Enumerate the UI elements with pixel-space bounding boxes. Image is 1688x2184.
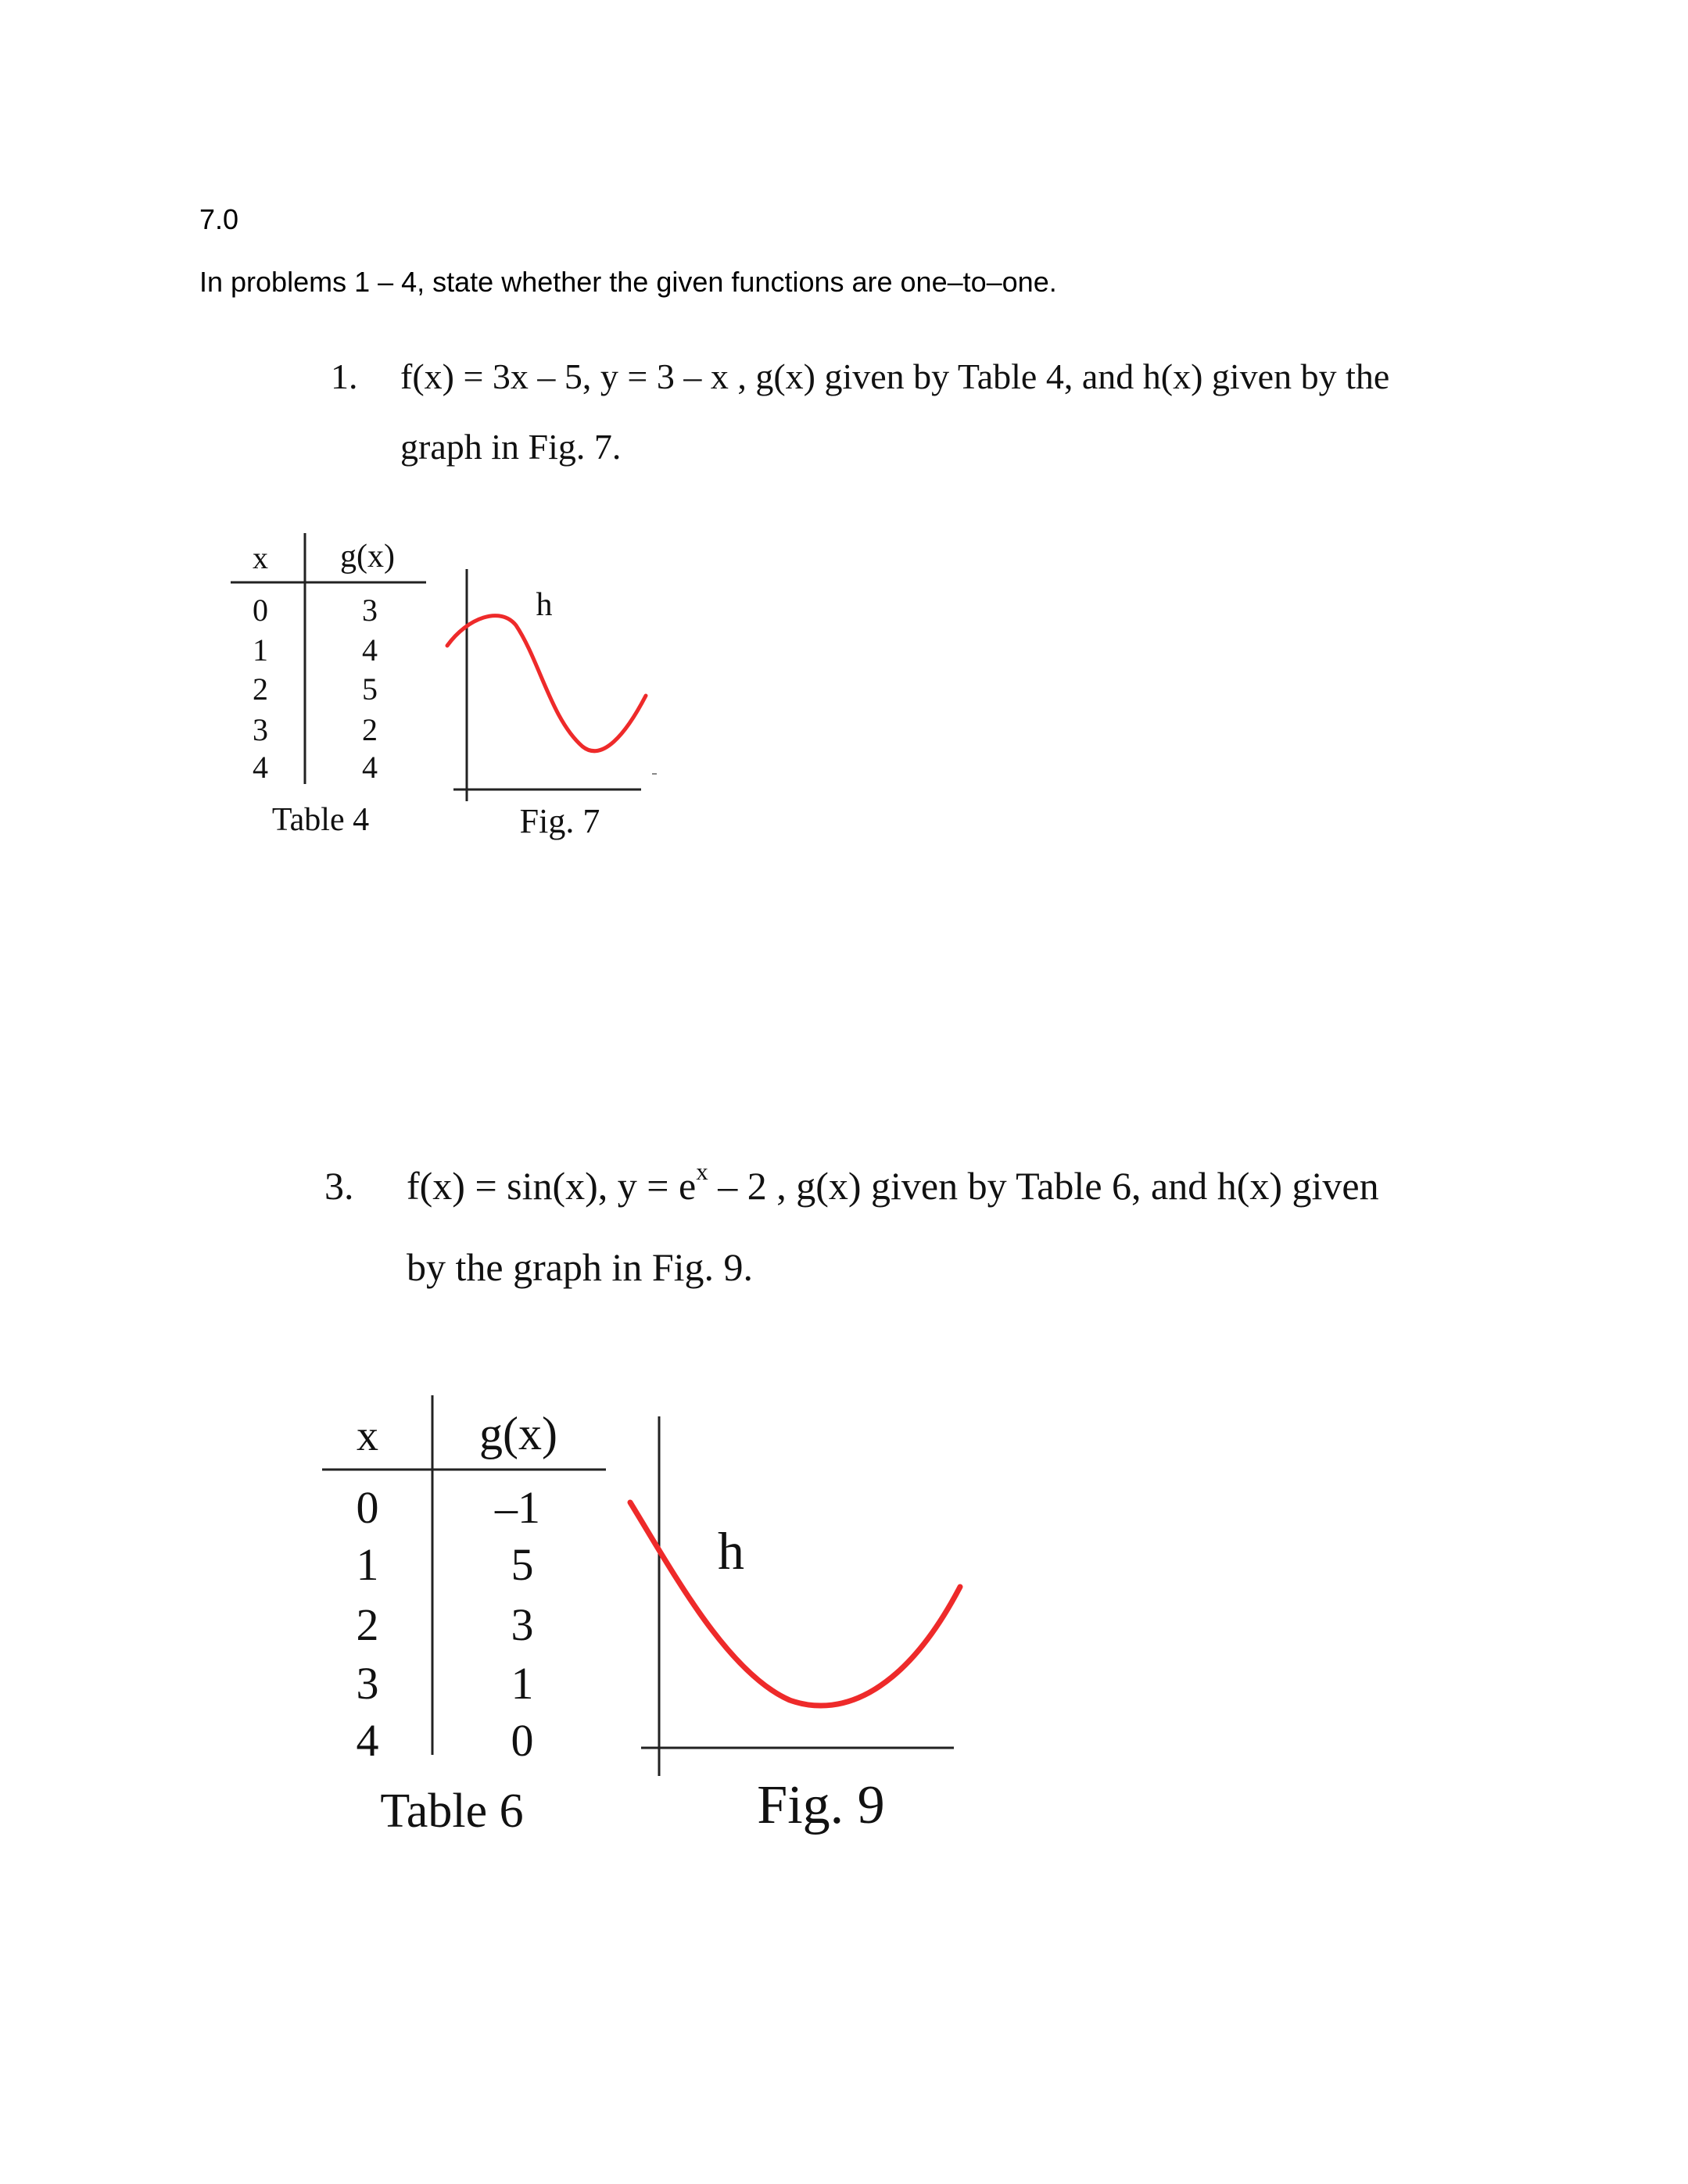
- table-6-x-cell: 1: [356, 1539, 379, 1590]
- figure-7-caption: Fig. 7: [519, 802, 600, 840]
- table-4-x-cell: 4: [253, 750, 268, 785]
- problem-3-statement-post: – 2 , g(x) given by Table 6, and h(x) given: [708, 1164, 1379, 1208]
- figure-7-label-h: h: [536, 587, 553, 623]
- table-6-x-cell: 4: [356, 1715, 379, 1766]
- table-4-g-cell: 3: [362, 593, 378, 628]
- table-4-g-cell: 4: [362, 750, 378, 785]
- table-4-g-cell: 4: [362, 632, 378, 668]
- figure-9-label-h: h: [718, 1521, 744, 1581]
- table-6-x-cell: 2: [356, 1599, 379, 1650]
- problem-1-statement-cont: graph in Fig. 7.: [400, 427, 622, 467]
- table-6-g-cell: 3: [511, 1599, 534, 1650]
- problem-3-statement-pre: f(x) = sin(x), y = e: [407, 1164, 697, 1208]
- problem-3-statement-cont: by the graph in Fig. 9.: [407, 1245, 754, 1289]
- problem-3-number: 3.: [324, 1164, 354, 1208]
- table-6-caption: Table 6: [380, 1785, 524, 1838]
- table-6-header-x: x: [357, 1412, 378, 1460]
- problem-1-statement: f(x) = 3x – 5, y = 3 – x , g(x) given by Table 4, and h(x) given by the: [400, 356, 1390, 396]
- table-4-header-gx: g(x): [340, 539, 395, 575]
- problem-3-exponent: x: [696, 1157, 708, 1185]
- table-4-caption: Table 4: [271, 802, 370, 838]
- table-4-x-cell: 2: [253, 671, 268, 707]
- table-6-g-cell: –1: [495, 1482, 540, 1533]
- table-6-x-cell: 0: [356, 1482, 379, 1533]
- problem-1-number: 1.: [331, 356, 358, 396]
- instructions-text: In problems 1 – 4, state whether the given functions are one–to–one.: [199, 266, 1057, 298]
- table-4-x-cell: 3: [253, 712, 268, 747]
- section-heading: 7.0: [199, 203, 239, 235]
- table-6-g-cell: 1: [511, 1658, 534, 1709]
- table-6-x-cell: 3: [356, 1658, 379, 1709]
- figure-9-caption: Fig. 9: [757, 1775, 885, 1835]
- table-6-header-gx: g(x): [479, 1408, 557, 1459]
- table-6-g-cell: 0: [511, 1715, 534, 1766]
- table-4-header-x: x: [253, 540, 268, 575]
- table-4-g-cell: 2: [362, 712, 378, 747]
- table-4-x-cell: 1: [253, 632, 268, 668]
- figure-9-curve: [630, 1502, 960, 1706]
- table-4-g-cell: 5: [362, 671, 378, 707]
- table-4-x-cell: 0: [253, 593, 268, 628]
- table-6-g-cell: 5: [511, 1539, 534, 1590]
